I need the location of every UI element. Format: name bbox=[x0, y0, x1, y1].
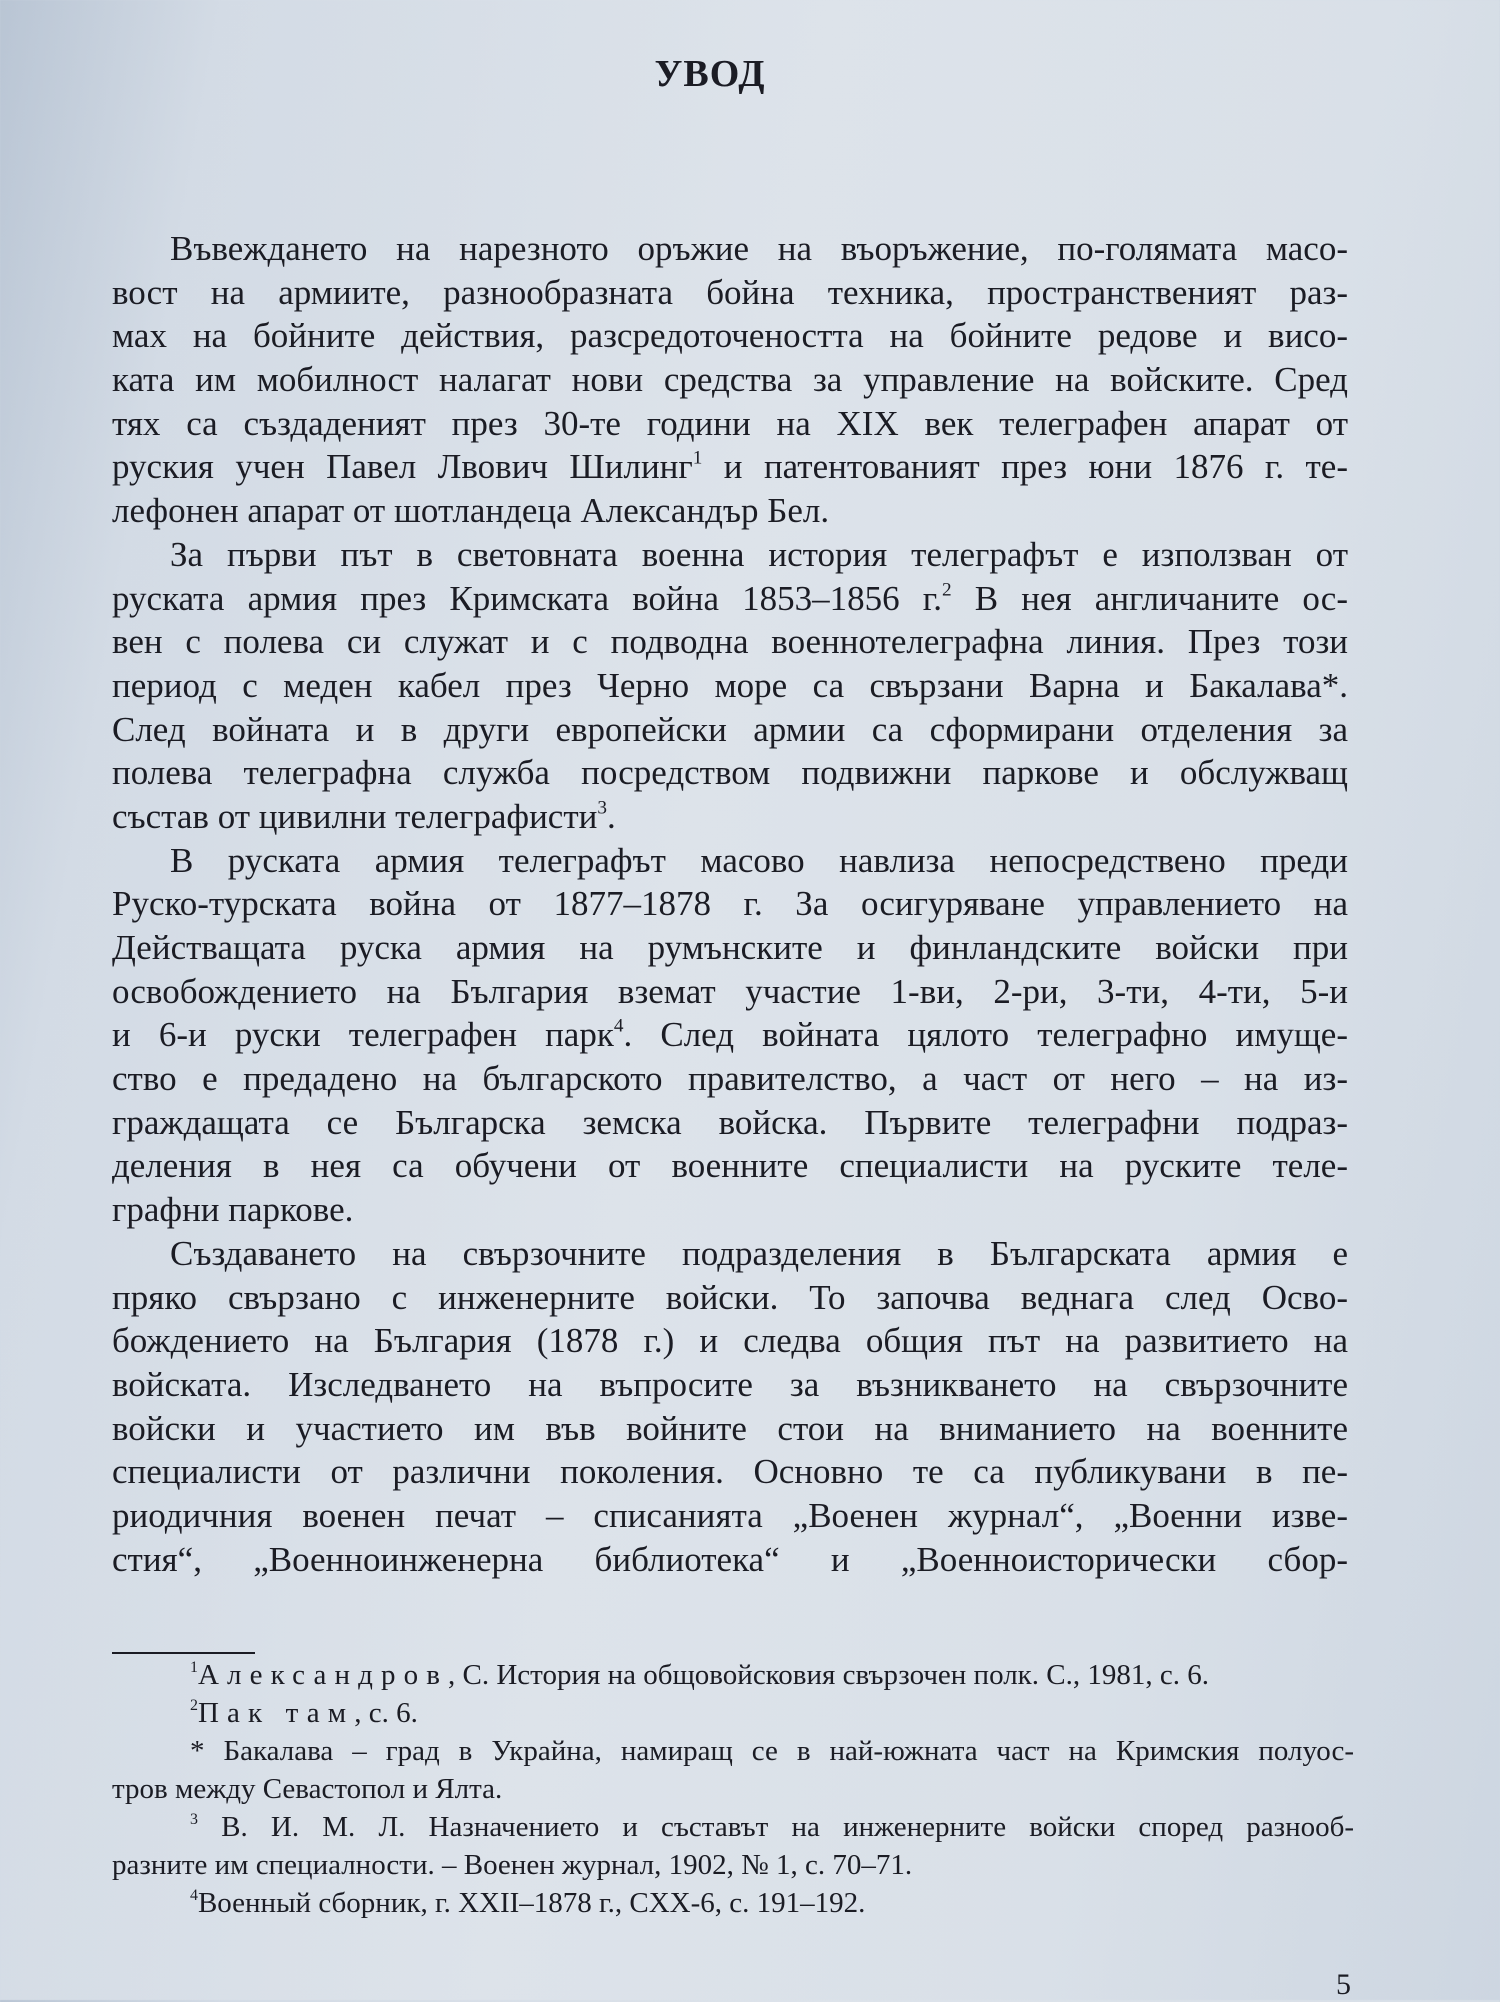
body-line bbox=[112, 1407, 1348, 1451]
text-run: След войната и в други европейски армии са сформирани отделения за bbox=[112, 709, 1348, 749]
text-run: бождението на България (1878 г.) и следва общия път на развитието на bbox=[112, 1321, 1348, 1361]
body-line bbox=[112, 708, 1348, 752]
body-line bbox=[112, 445, 1348, 489]
text-run: , с. 6. bbox=[354, 1697, 418, 1729]
body-line bbox=[112, 751, 1348, 795]
body-line bbox=[112, 271, 1348, 315]
text-run: Руско-турската война от 1877–1878 г. За осигуряване управлението на bbox=[112, 884, 1348, 924]
text-run: руската армия през Кримската война 1853–1856 г. bbox=[112, 578, 942, 618]
body-line bbox=[112, 1494, 1348, 1538]
footnote-divider bbox=[112, 1652, 255, 1654]
text-run: период с меден кабел през Черно море са свързани Варна и Бакалава*. bbox=[112, 665, 1348, 705]
body-line bbox=[112, 1232, 1348, 1276]
body-line bbox=[112, 795, 1348, 839]
text-run: войската. Изследването на въпросите за възникването на свързочните bbox=[112, 1364, 1348, 1404]
body-line bbox=[112, 1450, 1348, 1494]
text-run: тров между Севастопол и Ялта. bbox=[112, 1773, 503, 1805]
footnote-line bbox=[112, 1808, 1354, 1846]
text-run: вен с полева си служат и с подводна военнотелеграфна линия. През този bbox=[112, 622, 1348, 662]
page-number: 5 bbox=[1336, 1968, 1351, 2001]
text-run: полева телеграфна служба посредством подвижни паркове и обслужващ bbox=[112, 753, 1348, 793]
body-line bbox=[112, 1188, 1348, 1232]
text-run: . bbox=[607, 796, 616, 836]
body-line bbox=[112, 1144, 1348, 1188]
footnote-marker: 3 bbox=[190, 1811, 198, 1829]
text-run: риодичния военен печат – списанията „Военен журнал“, „Военни изве- bbox=[112, 1495, 1348, 1535]
text-run: , С. История на общовойсковия свързочен полк. С., 1981, с. 6. bbox=[448, 1659, 1209, 1691]
text-run: състав от цивилни телеграфисти bbox=[112, 796, 598, 836]
body-line bbox=[112, 1276, 1348, 1320]
text-run: В руската армия телеграфът масово навлиза непосредствено преди bbox=[170, 840, 1348, 880]
text-run: деления в нея са обучени от военните специалисти на руските теле- bbox=[112, 1146, 1348, 1186]
body-line bbox=[112, 620, 1348, 664]
text-run: войски и участието им във войните стои на вниманието на военните bbox=[112, 1408, 1348, 1448]
footnote-marker: 2 bbox=[190, 1697, 198, 1715]
text-run: руския учен Павел Лвович Шилинг bbox=[112, 447, 693, 487]
footnote-marker: 4 bbox=[613, 1015, 624, 1037]
text-run: В нея англичаните ос- bbox=[951, 578, 1348, 618]
text-run: Създаването на свързочните подразделения в Българската армия е bbox=[170, 1233, 1348, 1273]
author-name: Александров bbox=[197, 1659, 449, 1691]
body-line bbox=[112, 1013, 1348, 1057]
text-run: В. И. М. Л. Назначението и съставът на инженерните войски според разнооб- bbox=[197, 1811, 1354, 1843]
body-line bbox=[112, 358, 1348, 402]
text-run: вост на армиите, разнообразната бойна техника, пространственият раз- bbox=[112, 272, 1348, 312]
footnote-line bbox=[112, 1732, 1354, 1770]
footnote-marker: 2 bbox=[941, 579, 952, 601]
body-line bbox=[112, 402, 1348, 446]
text-run: Въвеждането на нарезното оръжие на въоръжение, по-голямата масо- bbox=[170, 229, 1348, 268]
text-run: стия“, „Военноинженерна библиотека“ и „Военноисторически сбор- bbox=[112, 1539, 1348, 1579]
author-name: Пак там bbox=[197, 1697, 355, 1729]
body-line bbox=[112, 577, 1348, 621]
text-run: Действащата руска армия на румънските и финландските войски при bbox=[112, 928, 1348, 967]
body-line bbox=[112, 314, 1348, 358]
body-line bbox=[112, 1319, 1348, 1363]
body-line bbox=[112, 227, 1348, 271]
footnote-line bbox=[112, 1770, 1354, 1808]
body-text bbox=[112, 227, 1348, 1581]
body-line bbox=[112, 1057, 1348, 1101]
footnote-line bbox=[112, 1656, 1354, 1694]
chapter-title: УВОД bbox=[654, 53, 766, 95]
text-run: и 6-и руски телеграфен парк bbox=[112, 1015, 614, 1055]
footnote-marker: 1 bbox=[190, 1659, 198, 1677]
body-line bbox=[112, 1538, 1348, 1582]
footnote-marker: 1 bbox=[692, 448, 703, 469]
footnote-line bbox=[112, 1884, 1354, 1922]
text-run: специалисти от различни поколения. Основно те са публикувани в пе- bbox=[112, 1452, 1348, 1492]
text-run: освобождението на България вземат участие 1-ви, 2-ри, 3-ти, 4-ти, 5-и bbox=[112, 971, 1348, 1011]
text-run: Военный сборник, г. XXII–1878 г., CXX-6, с. 191–192. bbox=[197, 1887, 866, 1919]
body-line bbox=[112, 970, 1348, 1014]
body-line bbox=[112, 533, 1348, 577]
footnote-marker: 3 bbox=[597, 797, 607, 819]
text-run: лефонен апарат от шотландеца Александър Бел. bbox=[112, 491, 830, 531]
body-line bbox=[112, 664, 1348, 708]
text-run: За първи път в световната военна история телеграфът е използван от bbox=[170, 534, 1348, 574]
body-line bbox=[112, 1101, 1348, 1145]
body-line bbox=[112, 926, 1348, 970]
text-run: графни паркове. bbox=[112, 1190, 354, 1230]
text-run: разните им специалности. – Военен журнал, 1902, № 1, с. 70–71. bbox=[112, 1849, 913, 1881]
text-run: граждащата се Българска земска войска. Първите телеграфни подраз- bbox=[112, 1102, 1348, 1142]
text-run: мах на бойните действия, разсредоточеността на бойните редове и висо- bbox=[112, 316, 1348, 356]
text-run: * Бакалава – град в Украйна, намиращ се в най-южната част на Кримския полуос- bbox=[190, 1735, 1354, 1767]
footnotes bbox=[112, 1656, 1354, 1922]
footnote-line bbox=[112, 1846, 1354, 1884]
body-line bbox=[112, 489, 1348, 533]
body-line bbox=[112, 882, 1348, 926]
body-line bbox=[112, 839, 1348, 883]
footnote-marker: 4 bbox=[190, 1887, 198, 1905]
text-run: ство е предадено на българското правителство, а част от него – на из- bbox=[112, 1059, 1348, 1099]
text-run: и патентованият през юни 1876 г. те- bbox=[702, 447, 1348, 487]
body-line bbox=[112, 1363, 1348, 1407]
text-run: тях са създаденият през 30-те години на XIX век телеграфен апарат от bbox=[112, 403, 1348, 443]
text-run: пряко свързано с инженерните войски. То започва веднага след Осво- bbox=[112, 1277, 1348, 1317]
text-run: ката им мобилност налагат нови средства за управление на войските. Сред bbox=[112, 360, 1348, 400]
footnote-line bbox=[112, 1694, 1354, 1732]
text-run: . След войната цялото телеграфно имуще- bbox=[623, 1015, 1348, 1055]
